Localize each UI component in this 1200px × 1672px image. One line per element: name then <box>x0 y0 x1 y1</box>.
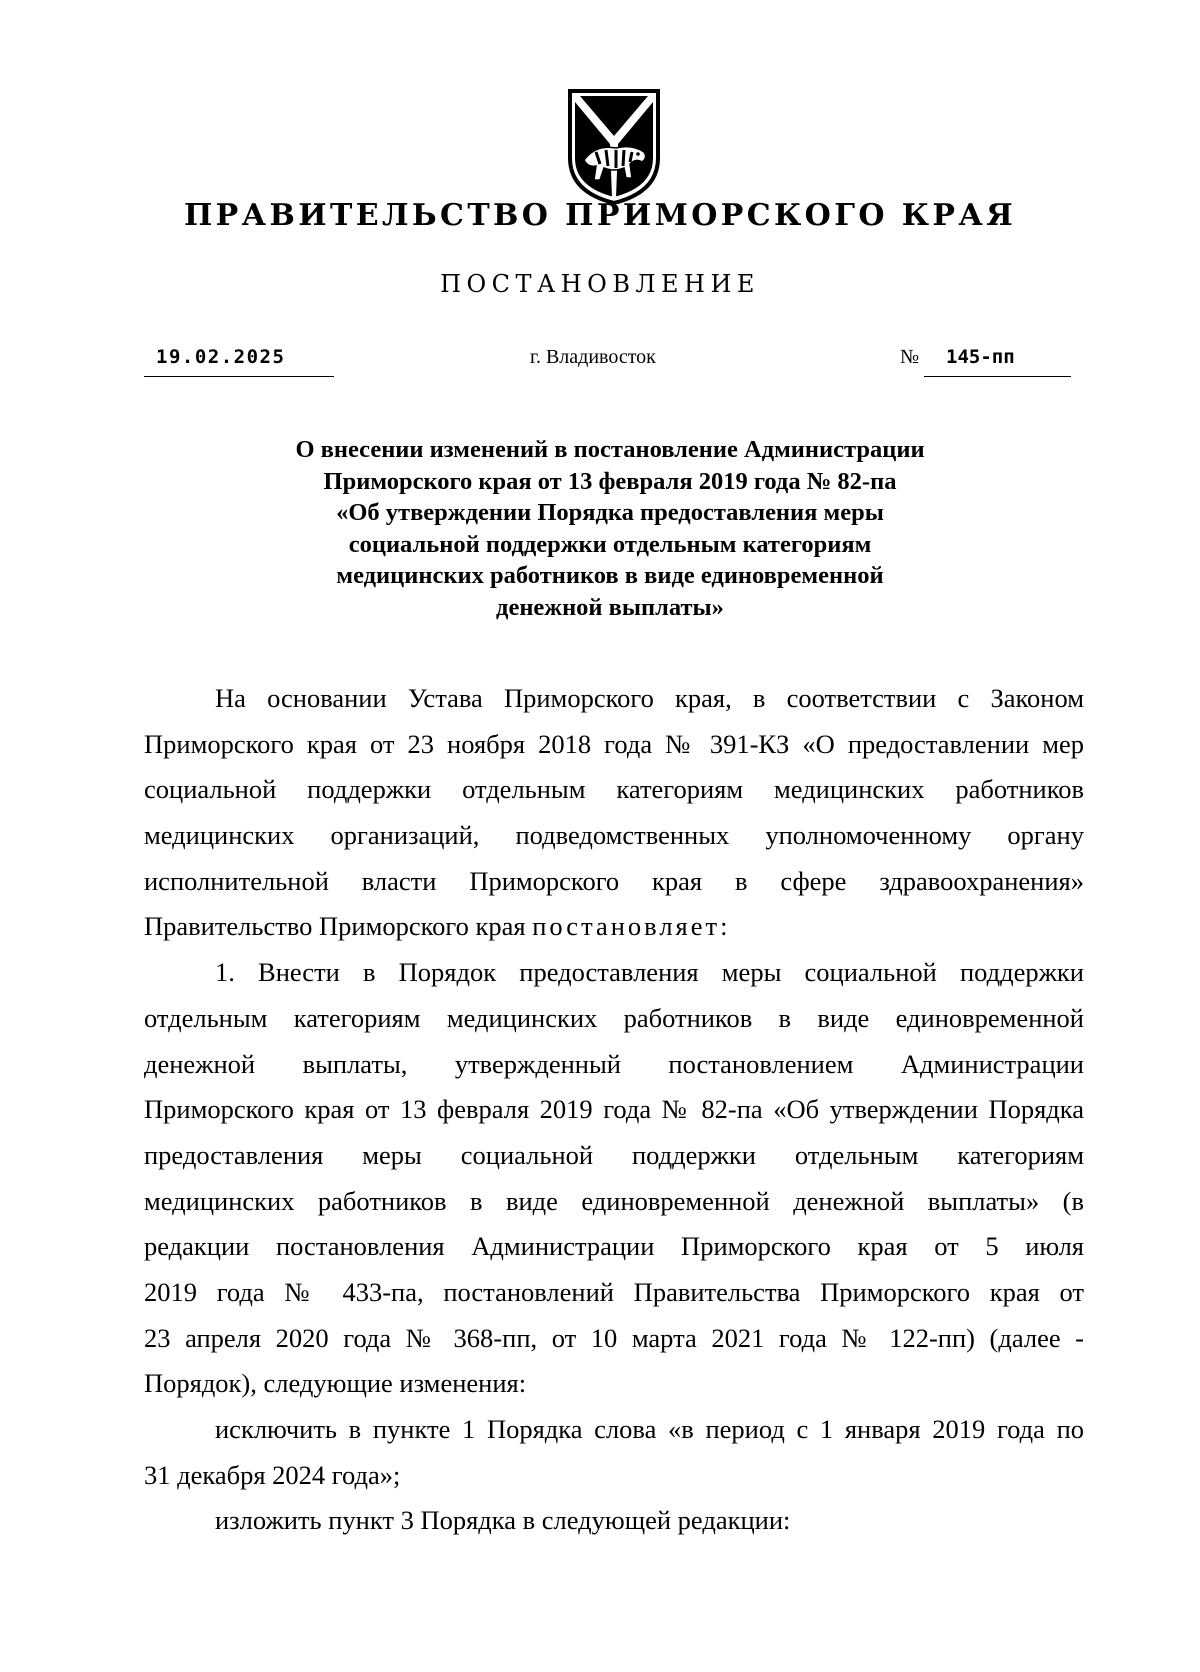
subject-line: социальной поддержки отдельным категориям <box>348 530 872 558</box>
document-body <box>144 676 1084 1544</box>
body-line: 31 декабря 2024 года»; <box>144 1459 401 1490</box>
government-title: ПРАВИТЕЛЬСТВО ПРИМОРСКОГО КРАЯ <box>183 198 1017 233</box>
subject-line: О внесении изменений в постановление Администрации <box>295 436 925 463</box>
body-line: предоставления меры социальной поддержки отдельным категориям <box>144 1139 1084 1170</box>
document-subject <box>200 434 1020 623</box>
body-line: социальной поддержки отдельным категориям медицинских работников <box>144 774 1084 805</box>
city: г. Владивосток <box>530 346 656 368</box>
date-field <box>144 346 334 377</box>
body-line: редакции постановления Администрации Приморского края от 5 июля <box>144 1231 1084 1262</box>
body-line: 2019 года № 433-па, постановлений Правительства Приморского края от <box>144 1276 1084 1307</box>
body-line: 23 апреля 2020 года № 368-пп, от 10 марта 2021 года № 122-пп) (далее - <box>144 1322 1084 1353</box>
coat-of-arms-icon <box>566 88 662 206</box>
body-line: отдельным категориям медицинских работников в виде единовременной <box>144 1002 1084 1033</box>
document-date: 19.02.2025 <box>156 346 286 368</box>
body-line: Приморского края от 23 ноября 2018 года № 391-КЗ «О предоставлении мер <box>144 728 1084 759</box>
body-line: Порядок), следующие изменения: <box>144 1368 527 1399</box>
body-line-prefix: Правительство Приморского края <box>144 911 533 942</box>
body-line: исполнительной власти Приморского края в сфере здравоохранения» <box>144 865 1084 896</box>
body-line: изложить пункт 3 Порядка в следующей редакции: <box>215 1505 791 1536</box>
body-line: Приморского края от 13 февраля 2019 года № 82-па «Об утверждении Порядка <box>144 1094 1084 1125</box>
subject-line: «Об утверждении Порядка предоставления меры <box>336 499 884 526</box>
number-field <box>924 346 1071 377</box>
body-line: денежной выплаты, утвержденный постановлением Администрации <box>144 1048 1084 1079</box>
subject-line: медицинских работников в виде единовременной <box>336 562 884 589</box>
body-line: медицинских работников в виде единовременной денежной выплаты» (в <box>144 1185 1084 1216</box>
document-type: ПОСТАНОВЛЕНИЕ <box>440 270 760 298</box>
body-line: медицинских организаций, подведомственных уполномоченному органу <box>144 820 1084 851</box>
subject-line: денежной выплаты» <box>496 593 724 621</box>
body-line <box>144 904 1084 950</box>
body-line: исключить в пункте 1 Порядка слова «в период с 1 января 2019 года по <box>215 1414 1084 1444</box>
document-number: 145-пп <box>946 346 1015 368</box>
resolution-word: постановляет: <box>532 911 731 942</box>
body-line: 1. Внести в Порядок предоставления меры социальной поддержки <box>215 957 1084 988</box>
body-line: На основании Устава Приморского края, в соответствии с Законом <box>215 683 1084 713</box>
number-sign: № <box>900 346 920 368</box>
subject-line: Приморского края от 13 февраля 2019 года № 82-па <box>323 467 897 495</box>
